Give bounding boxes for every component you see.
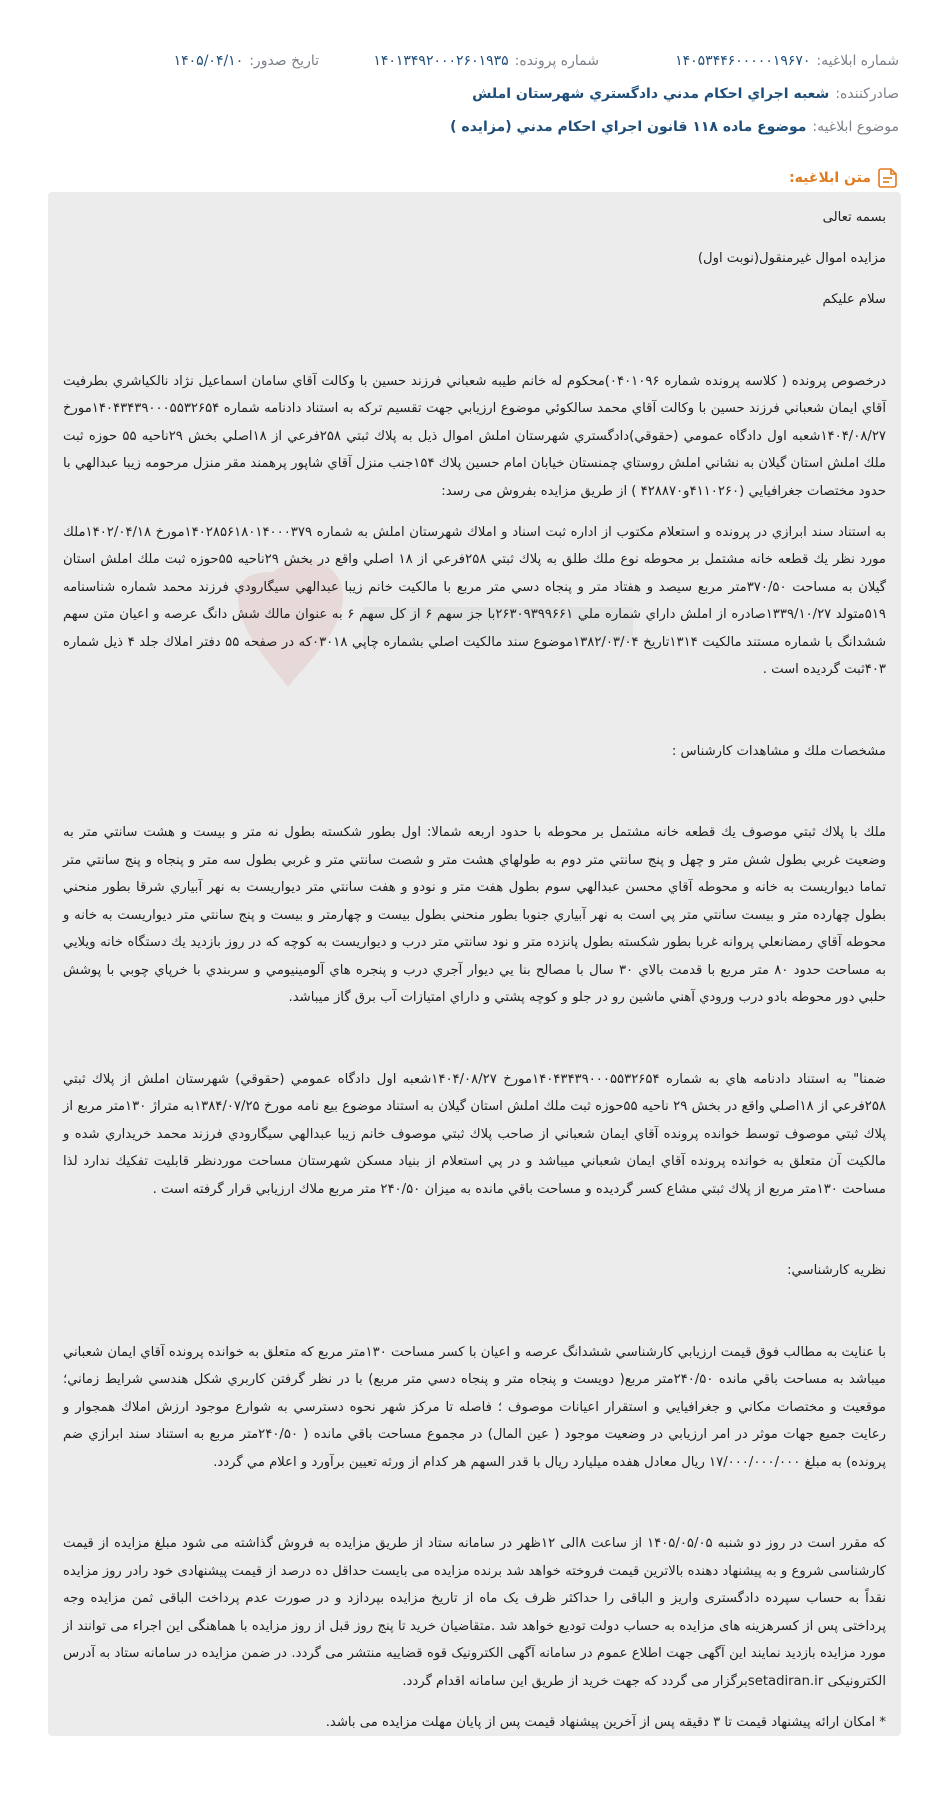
notice-body-box <box>48 192 901 1736</box>
case-number-value: ۱۴۰۱۳۴۹۲۰۰۰۲۶۰۱۹۳۵ <box>373 52 509 69</box>
header-meta-row <box>40 44 899 77</box>
issuer-label: صادرکننده: <box>835 85 899 102</box>
notice-number <box>599 53 899 69</box>
notice-header <box>0 0 939 143</box>
notice-body <box>48 192 901 1736</box>
issuer-row <box>40 77 899 110</box>
document-text-icon <box>877 167 899 189</box>
case-number-label: شماره پرونده: <box>514 52 599 69</box>
body-paragraph: * امكان ارائه پيشنهاد قيمت تا ۳ دقيقه پس از آخرين پيشنهاد قيمت پس از پايان مهلت مزايده می باشد. <box>325 1714 886 1730</box>
issue-date-value: ۱۴۰۵/۰۴/۱۰ <box>173 52 244 69</box>
subject-value: موضوع ماده ۱۱۸ قانون اجراي احكام مدني (مزايده ) <box>450 118 807 135</box>
body-paragraph: بسمه تعالی <box>822 210 886 225</box>
body-paragraph: كه مقرر است در روز دو شنبه ۱۴۰۵/۰۵/۰۵ از ساعت ۸الی ۱۲ظهر در سامانه ستاد از طريق مزايده به فروش گذاشته می شود مبلغ مزايده از قيمت كارشناسی شروع و به پيشنهاد دهنده بالاترين قيمت فروخته خواهد شد برنده مزايده می بايست حداقل ده درصد از قيمت پيشنهادی خود رادر روز مزايده نقداً به حساب سپرده دادگستری واريز و الباقی را حداكثر ظرف يک ماه از تاريخ مزايده بپردازد و در صورت عدم پرداخت الباقی ثمن مزايده وجه پرداختی پس از كسرهزينه های مزايده به حساب دولت توديع خواهد شد .متقاضيان خريد تا پنج روز قبل از روز مزايده با هماهنگی اين اجراء می توانند از مورد مزايده بازديد نمايند اين آگهی جهت اطلاع عموم در سامانه آگهی الكترونيک قوه قضاييه منتشر می گردد. در ضمن مزايده در سامانه ستاد به آدرس الكترونيكی setadiran.irبرگزار می گردد كه جهت خريد از طريق اين سامانه اقدام گردد. <box>63 1536 887 1689</box>
body-paragraph: ضمنا" به استناد دادنامه هاي به شماره ۱۴۰۴۳۴۳۹۰۰۰۵۵۳۲۶۵۴مورخ ۱۴۰۴/۰۸/۲۷شعبه اول دادگاه عمومي (حقوقي) شهرستان املش از پلاك ثبتي ۲۵۸فرعي از ۱۸اصلي واقع در بخش ۲۹ ناحيه ۵۵حوزه ثبت ملك املش استان گيلان به استناد موضوع بيع نامه مورخ ۱۳۸۴/۰۷/۲۵به متراژ ۱۳۰متر مربع از پلاك ثبتي موصوف توسط خوانده پرونده آقاي ايمان شعباني از صاحب پلاك ثبتي موصوف خانم زيبا عبدالهي سيگارودي فرزند محمد خريداري شده و مالكيت آن متعلق به خوانده پرونده آقاي ايمان شعباني ميباشد و در پي استعلام از بنياد مسكن شهرستان مساحت موردنظر قابليت تفكيك ندارد لذا مساحت ۱۳۰متر مربع از پلاك ثبتي مشاع كسر گرديده و مساحت باقي مانده به ميزان ۲۴۰/۵۰ متر مربع ملاك ارزيابي قرار گرفته است . <box>63 1071 887 1197</box>
issuer-value: شعبه اجراي احكام مدني دادگستري شهرستان املش <box>472 85 830 102</box>
body-paragraph: به استناد سند ابرازي در پرونده و استعلام مكتوب از اداره ثبت اسناد و املاك شهرستان املش به شماره ۱۴۰۲۸۵۶۱۸۰۱۴۰۰۰۳۷۹مورخ ۱۴۰۲/۰۴/۱۸ملك مورد نظر يك قطعه خانه مشتمل بر محوطه نوع ملك طلق به پلاك ثبتي ۲۵۸فرعي از ۱۸ اصلي واقع در بخش ۲۹ناحيه ۵۵حوزه ثبت ملك املش استان گيلان به مساحت ۳۷۰/۵۰متر مربع سيصد و هفتاد متر و پنجاه دسي متر مربع با مالكيت خانم زيبا عبدالهي سيگارودي فرزند محمد شماره شناسنامه ۵۱۹متولد ۱۳۳۹/۱۰/۲۷صادره از املش داراي شماره ملي ۲۶۳۰۹۳۹۹۶۶۱با جز سهم ۶ از كل سهم ۶ به عنوان مالك شش دانگ عرصه و اعيان متن سهم ششدانگ با شماره مستند مالكيت ۱۳۱۴تاريخ ۱۳۸۲/۰۳/۰۴موضوع سند مالكيت اصلي بشماره چاپي ۰۳۰۱۸كه در صفحه ۵۵ دفتر املاك جلد ۴ ذيل شماره ۴۰۳ثبت گرديده است . <box>63 524 887 677</box>
body-paragraph: سلام عليكم <box>822 292 886 307</box>
body-paragraph: ملك با پلاك ثبتي موصوف يك قطعه خانه مشتمل بر محوطه با حدود اربعه شمالا: اول بطور شكسته بطول نه متر و بيست و هشت سانتي متر به وضعيت غربي بطول شش متر و چهل و پنج سانتي متر دوم به طولهاي هشت متر و شصت سانتي متر و غربي بطول سه متر و پنجاه و پنج سانتي متر تماما ديواريست به خانه و محوطه آقاي محسن عبدالهي سوم بطول هفت متر و نودو و هفت سانتي متر ديواريست به نهر آبياري شرقا بطور منحني بطول چهارده متر و بيست سانتي متر پي است به نهر آبياري جنوبا بطور منحني بطول بيست و چهارمتر و بيست و پنج سانتي متر ديواريست به خانه و محوطه آقاي رمضانعلي پروانه غربا بطور شكسته بطول پانزده متر و نود سانتي متر درب و ديواريست به كوچه كه در روز بازديد يك دستگاه خانه ويلايي به مساحت حدود ۸۰ متر مربع با قدمت بالاي ۳۰ سال با مصالح بنا يي ديوار آجري درب و پنجره هاي آلومينيومي و سربندي با خرپاي چوبي با پوشش حلبي دور محوطه بادو درب ورودي آهني ماشين رو در جلو و كوچه پشتي و داراي امتيازات آب برق گاز ميباشد. <box>63 825 886 1005</box>
subject-row <box>40 110 899 143</box>
case-number <box>319 53 599 69</box>
body-paragraph: مزايده اموال غيرمنقول(نوبت اول) <box>697 251 886 266</box>
body-paragraph: با عنايت به مطالب فوق قيمت ارزيابي كارشناسي ششدانگ عرصه و اعيان با كسر مساحت ۱۳۰متر مربع كه متعلق به خوانده پرونده آقاي ايمان شعباني ميباشد به مساحت باقي مانده ۲۴۰/۵۰متر مربع( دويست و پنجاه متر و پنجاه دسي متر مربع) با در نظر گرفتن كاربري شكل هندسي شرايط زماني؛ موقعيت و مختصات مكاني و جغرافيايي و استقرار اعيانات موصوف ؛ فاصله تا مركز شهر نحوه دسترسي به شوارع موجود ارزش املاك همجوار و رعايت جميع جهات موثر در امر ارزيابي در وضعيت موجود ( عين المال) در مجموع مساحت باقي مانده ( ۲۴۰/۵۰متر مربع به استناد سند ابرازي ضم پرونده) به مبلغ ۱۷/۰۰۰/۰۰۰/۰۰۰ ريال معادل هفده ميليارد ريال با قدر السهم هر كدام از ورثه تعيين برآورد و اعلام مي گردد. <box>63 1344 886 1470</box>
body-paragraph: مشخصات ملك و مشاهدات كارشناس : <box>671 743 886 759</box>
issue-date <box>174 53 319 69</box>
notice-text-heading <box>0 163 939 193</box>
issue-date-label: تاريخ صدور: <box>249 52 319 69</box>
notice-number-label: شماره ابلاغيه: <box>816 52 899 69</box>
subject-label: موضوع ابلاغيه: <box>812 118 899 135</box>
section-title: متن ابلاغيه: <box>789 170 871 186</box>
body-paragraph: نظريه كارشناسي: <box>787 1263 886 1278</box>
body-paragraph: درخصوص پرونده ( كلاسه پرونده شماره ۰۴۰۱۰۹۶)محكوم له خانم طيبه شعباني فرزند حسين با وكالت آقاي سامان اسماعيل نژاد نالكياشري بطرفيت آقاي ايمان شعباني فرزند حسين با وكالت آقاي محمد سالكوئي موضوع ارزيابي جهت تقسيم تركه به استناد دادنامه شماره ۱۴۰۴۳۴۳۹۰۰۰۵۵۳۲۶۵۴مورخ ۱۴۰۴/۰۸/۲۷شعبه اول دادگاه عمومي (حقوقي)دادگستري شهرستان املش اموال ذيل به پلاك ثبتي ۲۵۸فرعي از ۱۸اصلي بخش ۲۹ناحيه ۵۵ حوزه ثبت ملك املش استان گيلان به نشاني املش روستاي چمنستان خيابان امام حسين پلاك ۱۵۴جنب منزل آقاي شاپور پرهمند مقر منزل مرحومه زيبا عبدالهي با حدود مختصات جغرافيايي (۴۱۱۰۲۶۰و۴۲۸۸۷۰ ) از طريق مزايده بفروش مى رسد: <box>63 373 887 499</box>
notice-number-value: ۱۴۰۵۳۴۴۶۰۰۰۰۰۱۹۶۷۰ <box>675 52 811 69</box>
